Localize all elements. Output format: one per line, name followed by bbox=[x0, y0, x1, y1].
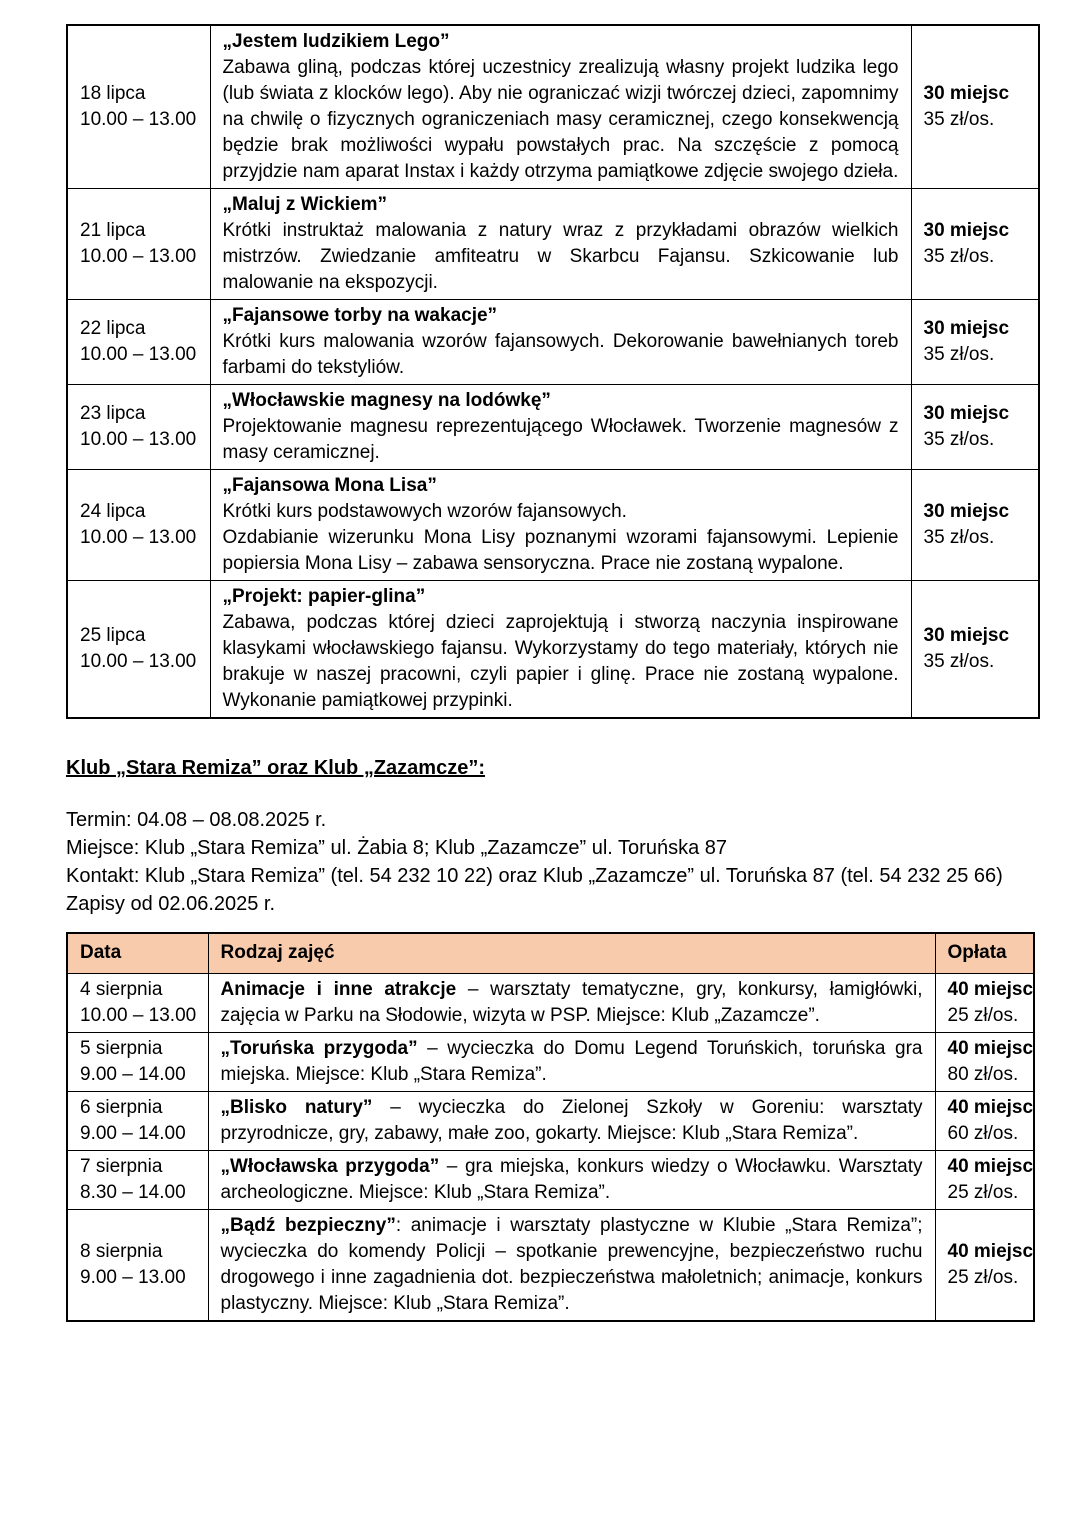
date-cell bbox=[67, 1091, 208, 1150]
workshop-date: 25 lipca bbox=[80, 625, 146, 646]
price-per-person: 25 zł/os. bbox=[947, 1181, 1019, 1203]
places-count: 40 miejsc bbox=[947, 1096, 1034, 1118]
table-row bbox=[67, 25, 1039, 189]
date-cell bbox=[67, 385, 210, 470]
workshop-description bbox=[221, 1213, 923, 1317]
header-rodzaj-zajec: Rodzaj zajęć bbox=[208, 933, 935, 973]
info-line: Miejsce: Klub „Stara Remiza” ul. Żabia 8; Klub „Zazamcze” ul. Toruńska 87 bbox=[66, 837, 728, 859]
date-cell bbox=[67, 25, 210, 189]
workshop-date: 22 lipca bbox=[80, 318, 146, 339]
capacity-price-cell bbox=[911, 581, 1039, 719]
workshop-time: 10.00 – 13.00 bbox=[80, 429, 197, 450]
description-cell bbox=[208, 1209, 935, 1321]
header-data: Data bbox=[67, 933, 208, 973]
workshop-title: „Projekt: papier-glina” bbox=[222, 586, 426, 607]
description-cell bbox=[208, 1091, 935, 1150]
workshop-description: Krótki kurs malowania wzorów fajansowych. Dekorowanie bawełnianych toreb farbami do tekstyliów. bbox=[222, 331, 899, 378]
places-count: 40 miejsc bbox=[947, 1037, 1034, 1059]
workshop-title: „Fajansowe torby na wakacje” bbox=[222, 305, 498, 326]
august-workshops-table bbox=[66, 932, 1035, 1322]
info-line: Zapisy od 02.06.2025 r. bbox=[66, 893, 276, 915]
capacity-price-cell bbox=[935, 1032, 1034, 1091]
workshop-title: Animacje i inne atrakcje bbox=[220, 978, 457, 1000]
date-cell bbox=[67, 470, 210, 581]
workshop-title: „Fajansowa Mona Lisa” bbox=[222, 475, 437, 496]
places-count: 30 miejsc bbox=[923, 625, 1010, 646]
workshop-date: 24 lipca bbox=[80, 501, 146, 522]
workshop-title: „Włocławska przygoda” bbox=[220, 1155, 440, 1177]
places-count: 30 miejsc bbox=[923, 501, 1010, 522]
workshop-date: 8 sierpnia bbox=[80, 1240, 163, 1262]
table-row bbox=[67, 385, 1039, 470]
workshop-title: „Włocławskie magnesy na lodówkę” bbox=[222, 390, 551, 411]
workshop-time: 10.00 – 13.00 bbox=[80, 109, 197, 130]
workshop-details: – wycieczka do Domu Legend Toruńskich, toruńska gra miejska. Miejsce: Klub „Stara Remiza”. bbox=[220, 1037, 923, 1085]
section-heading: Klub „Stara Remiza” oraz Klub „Zazamcze”: bbox=[66, 757, 485, 779]
workshop-time: 10.00 – 13.00 bbox=[80, 651, 197, 672]
workshop-details: – gra miejska, konkurs wiedzy o Włocławku. Warsztaty archeologiczne. Miejsce: Klub „Stara Remiza”. bbox=[220, 1155, 923, 1203]
price-per-person: 35 zł/os. bbox=[923, 651, 995, 672]
workshop-date: 21 lipca bbox=[80, 220, 146, 241]
workshop-description bbox=[221, 1154, 923, 1206]
places-count: 30 miejsc bbox=[923, 318, 1010, 339]
workshop-title: „Bądź bezpieczny” bbox=[220, 1214, 396, 1236]
workshop-date: 18 lipca bbox=[80, 83, 146, 104]
date-cell bbox=[67, 581, 210, 719]
info-line: Kontakt: Klub „Stara Remiza” (tel. 54 232 10 22) oraz Klub „Zazamcze” ul. Toruńska 87 (tel. 54 232 25 66) bbox=[66, 865, 1003, 887]
places-count: 30 miejsc bbox=[923, 220, 1010, 241]
workshop-title: „Jestem ludzikiem Lego” bbox=[222, 31, 450, 52]
workshop-time: 9.00 – 14.00 bbox=[80, 1122, 186, 1144]
workshop-time: 10.00 – 13.00 bbox=[80, 527, 197, 548]
table-header-row bbox=[67, 933, 1034, 973]
workshop-time: 9.00 – 14.00 bbox=[80, 1063, 186, 1085]
workshop-date: 7 sierpnia bbox=[80, 1155, 163, 1177]
capacity-price-cell bbox=[935, 973, 1034, 1032]
description-cell bbox=[208, 1032, 935, 1091]
description-cell bbox=[208, 973, 935, 1032]
places-count: 40 miejsc bbox=[947, 1155, 1034, 1177]
workshop-details: – warsztaty tematyczne, gry, konkursy, łamigłówki, zajęcia w Parku na Słodowie, wizyta w PSP. Miejsce: Klub „Zazamcze”. bbox=[220, 978, 923, 1026]
capacity-price-cell bbox=[935, 1150, 1034, 1209]
header-oplata: Opłata bbox=[935, 933, 1034, 973]
places-count: 40 miejsc bbox=[947, 1240, 1034, 1262]
description-cell bbox=[208, 1150, 935, 1209]
table-row bbox=[67, 973, 1034, 1032]
table-row bbox=[67, 470, 1039, 581]
places-count: 40 miejsc bbox=[947, 978, 1034, 1000]
workshop-time: 10.00 – 13.00 bbox=[80, 344, 197, 365]
price-per-person: 35 zł/os. bbox=[923, 344, 995, 365]
table-row bbox=[67, 581, 1039, 719]
workshop-description: Ozdabianie wizerunku Mona Lisy poznanymi wzorami fajansowymi. Lepienie popiersia Mona Lisy – zabawa sensoryczna. Prace nie zostaną wypalone. bbox=[222, 527, 899, 574]
workshop-time: 10.00 – 13.00 bbox=[80, 246, 197, 267]
capacity-price-cell bbox=[935, 1091, 1034, 1150]
table-row bbox=[67, 189, 1039, 300]
description-cell bbox=[210, 581, 911, 719]
workshop-time: 9.00 – 13.00 bbox=[80, 1266, 186, 1288]
table-row bbox=[67, 1091, 1034, 1150]
date-cell bbox=[67, 300, 210, 385]
table-row bbox=[67, 1150, 1034, 1209]
capacity-price-cell bbox=[911, 300, 1039, 385]
workshop-title: „Blisko natury” bbox=[220, 1096, 373, 1118]
workshop-time: 8.30 – 14.00 bbox=[80, 1181, 186, 1203]
july-workshops-table bbox=[66, 24, 1040, 719]
workshop-date: 5 sierpnia bbox=[80, 1037, 163, 1059]
section-info bbox=[66, 806, 1080, 918]
places-count: 30 miejsc bbox=[923, 403, 1010, 424]
price-per-person: 25 zł/os. bbox=[947, 1266, 1019, 1288]
description-cell bbox=[210, 300, 911, 385]
date-cell bbox=[67, 973, 208, 1032]
price-per-person: 60 zł/os. bbox=[947, 1122, 1019, 1144]
description-cell bbox=[210, 470, 911, 581]
workshop-description: Krótki instruktaż malowania z natury wraz z przykładami obrazów wielkich mistrzów. Zwiedzanie amfiteatru w Skarbcu Fajansu. Szkicowanie lub malowanie na ekspozycji. bbox=[222, 220, 899, 293]
capacity-price-cell bbox=[935, 1209, 1034, 1321]
info-line: Termin: 04.08 – 08.08.2025 r. bbox=[66, 809, 327, 831]
workshop-details: – wycieczka do Zielonej Szkoły w Goreniu: warsztaty przyrodnicze, gry, zabawy, małe zoo, gokarty. Miejsce: Klub „Stara Remiza”. bbox=[220, 1096, 923, 1144]
workshop-title: „Maluj z Wickiem” bbox=[222, 194, 388, 215]
capacity-price-cell bbox=[911, 189, 1039, 300]
description-cell bbox=[210, 189, 911, 300]
workshop-description: Zabawa gliną, podczas której uczestnicy zrealizują własny projekt ludzika lego (lub świata z klocków lego). Aby nie ograniczać wizji twórczej dzieci, zapomnimy na chwilę o fizycznych ograniczeniach masy ceramicznej, czego konsekwencją będzie brak możliwości wypału powstałych prac. Na szczęście z pomocą przyjdzie nam aparat Instax i każdy otrzyma pamiątkowe zdjęcie swojego dzieła. bbox=[222, 57, 899, 182]
table-row bbox=[67, 1032, 1034, 1091]
workshop-description: Zabawa, podczas której dzieci zaprojektują i stworzą naczynia inspirowane klasykami włocławskiego fajansu. Wykorzystamy do tego materiały, których nie brakuje w naszej pracowni, czyli papier i glinę. Prace nie zostaną wypalone. Wykonanie pamiątkowej przypinki. bbox=[222, 612, 899, 711]
capacity-price-cell bbox=[911, 385, 1039, 470]
price-per-person: 80 zł/os. bbox=[947, 1063, 1019, 1085]
workshop-date: 6 sierpnia bbox=[80, 1096, 163, 1118]
price-per-person: 35 zł/os. bbox=[923, 429, 995, 450]
places-count: 30 miejsc bbox=[923, 83, 1010, 104]
date-cell bbox=[67, 1209, 208, 1321]
price-per-person: 35 zł/os. bbox=[923, 527, 995, 548]
workshop-description: Projektowanie magnesu reprezentującego Włocławek. Tworzenie magnesów z masy ceramicznej. bbox=[222, 416, 899, 463]
workshop-description bbox=[221, 977, 923, 1029]
workshop-time: 10.00 – 13.00 bbox=[80, 1004, 197, 1026]
capacity-price-cell bbox=[911, 470, 1039, 581]
price-per-person: 35 zł/os. bbox=[923, 246, 995, 267]
workshop-description bbox=[221, 1095, 923, 1147]
description-cell bbox=[210, 385, 911, 470]
workshop-date: 4 sierpnia bbox=[80, 978, 163, 1000]
capacity-price-cell bbox=[911, 25, 1039, 189]
workshop-description: Krótki kurs podstawowych wzorów fajansowych. bbox=[222, 501, 627, 522]
workshop-date: 23 lipca bbox=[80, 403, 146, 424]
workshop-description bbox=[221, 1036, 923, 1088]
workshop-title: „Toruńska przygoda” bbox=[220, 1037, 418, 1059]
price-per-person: 25 zł/os. bbox=[947, 1004, 1019, 1026]
date-cell bbox=[67, 1150, 208, 1209]
workshop-details: : animacje i warsztaty plastyczne w Klubie „Stara Remiza”; wycieczka do komendy Policji – spotkanie prewencyjne, bezpieczeństwo ruchu drogowego i inne zagadnienia dot. bezpieczeństwa małoletnich; animacje, konkurs plastyczny. Miejsce: Klub „Stara Remiza”. bbox=[220, 1214, 923, 1314]
date-cell bbox=[67, 1032, 208, 1091]
date-cell bbox=[67, 189, 210, 300]
table-row bbox=[67, 1209, 1034, 1321]
table-row bbox=[67, 300, 1039, 385]
price-per-person: 35 zł/os. bbox=[923, 109, 995, 130]
description-cell bbox=[210, 25, 911, 189]
